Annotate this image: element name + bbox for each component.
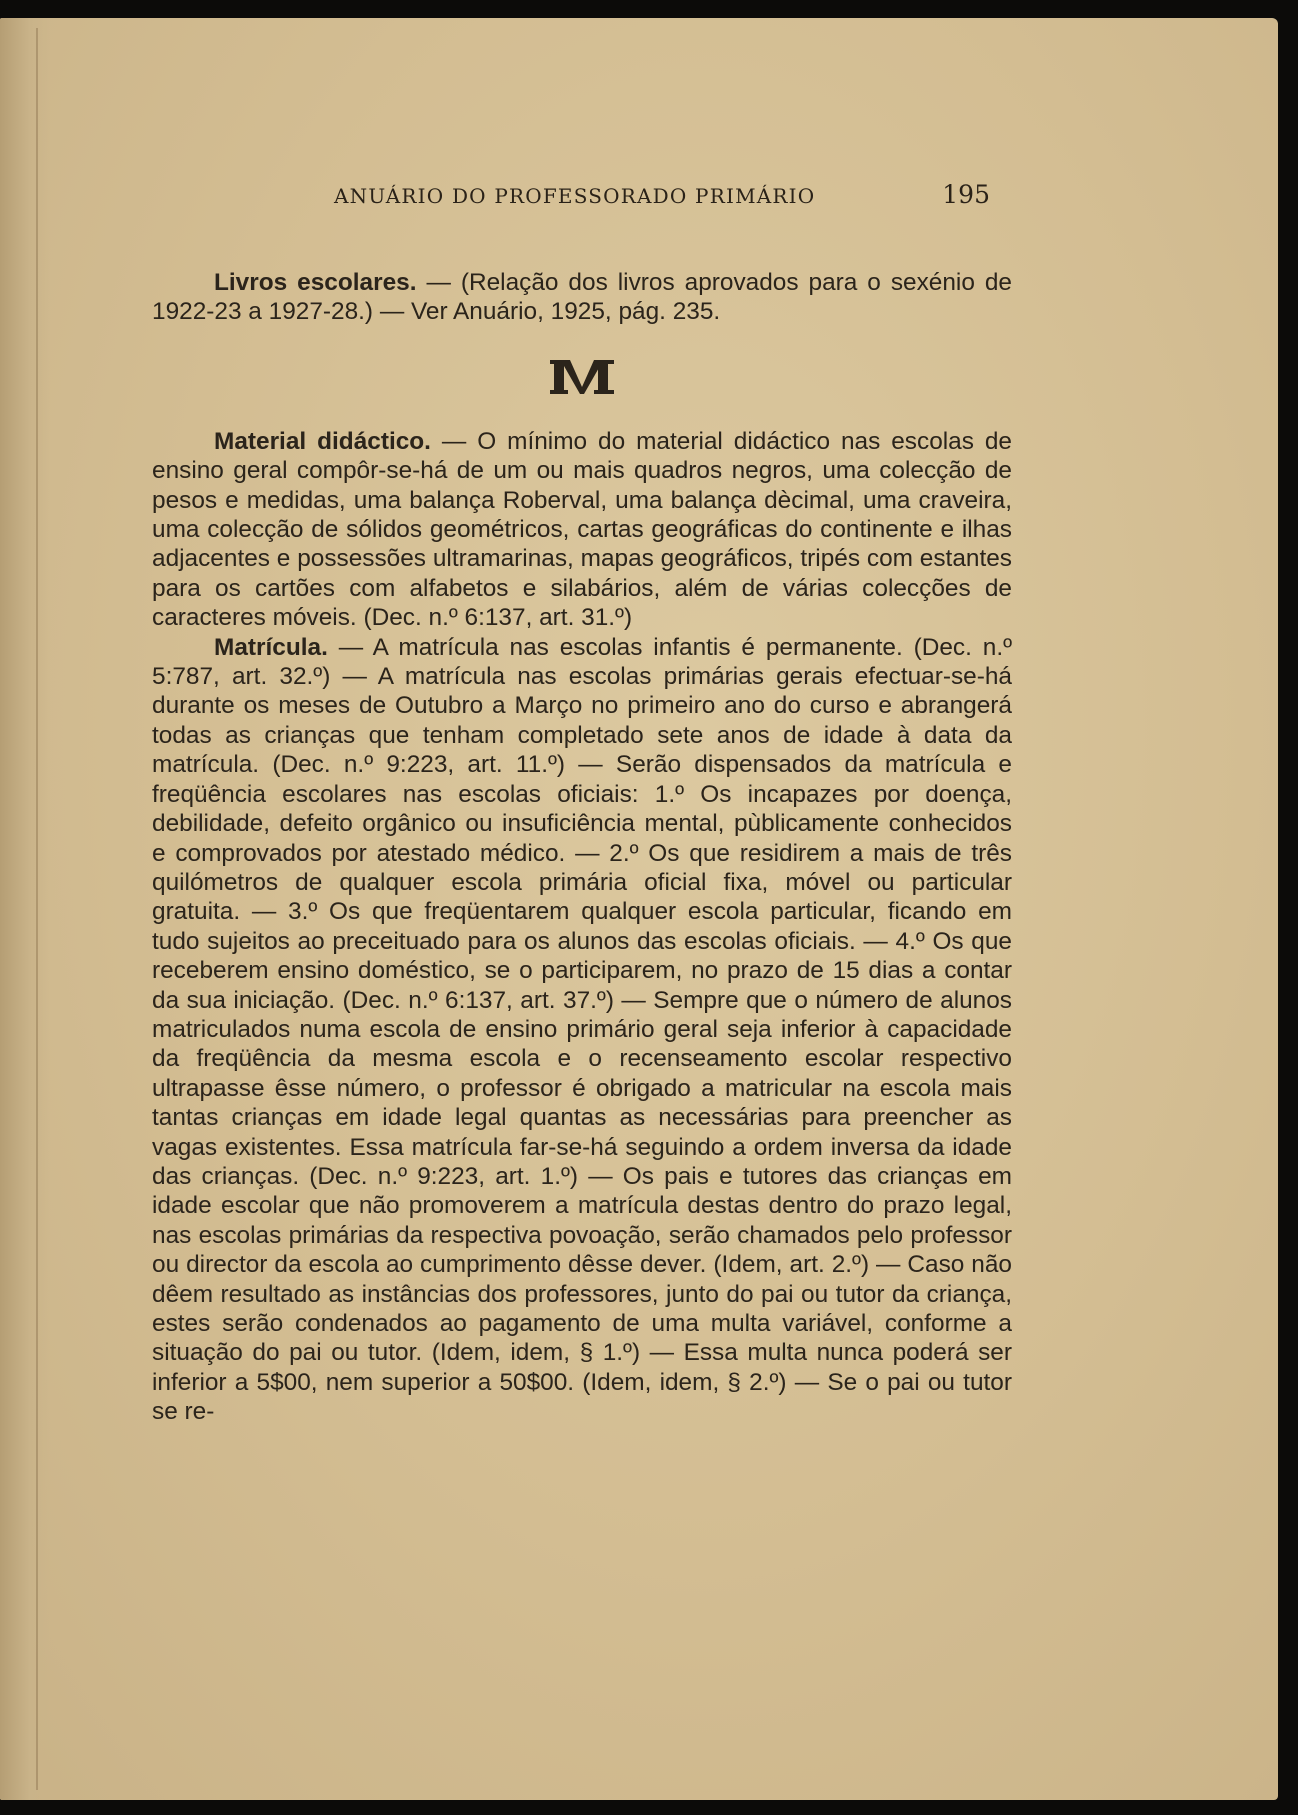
- scanned-page: [0, 18, 1278, 1800]
- page-body: [152, 268, 1012, 1427]
- section-letter-heading: [152, 357, 1012, 401]
- entry-livros-escolares: [152, 268, 1012, 327]
- entry-text: — A matrícula nas escolas infantis é permanente. (Dec. n.º 5:787, art. 32.º) — A matrícula nas escolas primárias gerais efectuar-se-há durante os meses de Outubro a Março no primeiro ano do curso e abrangerá todas as crianças que tenham completado sete anos de idade à data da matrícula. (Dec. n.º 9:223, art. 11.º) — Serão dispensados da matrícula e freqüência escolares nas escolas oficiais: 1.º Os incapazes por doença, debilidade, defeito orgânico ou insuficiência mental, pùblicamente conhecidos e comprovados por atestado médico. — 2.º Os que residirem a mais de três quilómetros de qualquer escola primária oficial fixa, móvel ou particular gratuita. — 3.º Os que freqüentarem qualquer escola particular, ficando em tudo sujeitos ao preceituado para os alunos das escolas oficiais. — 4.º Os que receberem ensino doméstico, se o participarem, no prazo de 15 dias a contar da sua iniciação. (Dec. n.º 6:137, art. 37.º) — Sempre que o número de alunos matriculados numa escola de ensino primário geral seja inferior à capacidade da freqüência da mesma escola e o recenseamento escolar respectivo ultrapasse êsse número, o professor é obrigado a matricular na escola mais tantas crianças em idade legal quantas as necessárias para preencher as vagas existentes. Essa matrícula far-se-há seguindo a ordem inversa da idade das crianças. (Dec. n.º 9:223, art. 1.º) — Os pais e tutores das crianças em idade escolar que não promoverem a matrícula destas dentro do prazo legal, nas escolas primárias da respectiva povoação, serão chamados pelo professor ou director da escola ao cumprimento dêsse dever. (Idem, art. 2.º) — Caso não dêem resultado as instâncias dos professores, junto do pai ou tutor da criança, estes serão condenados ao pagamento de uma multa variável, conforme a situação do pai ou tutor. (Idem, idem, § 1.º) — Essa multa nunca poderá ser inferior a 5$00, nem superior a 50$00. (Idem, idem, § 2.º) — Se o pai ou tutor se re-: [152, 633, 1012, 1426]
- page-edge-shadow: [0, 18, 50, 1800]
- running-title: ANUÁRIO DO PROFESSORADO PRIMÁRIO: [334, 184, 816, 208]
- entry-text: — (Relação dos livros aprovados para o sexénio de 1922-23 a 1927-28.) — Ver Anuário, 1925, pág. 235.: [152, 269, 1013, 326]
- entry-heading: Material didáctico.: [214, 427, 431, 455]
- entry-heading: Livros escolares.: [214, 269, 417, 296]
- section-letter: [614, 357, 615, 358]
- entry-heading: Matrícula.: [214, 633, 328, 661]
- page-header: [152, 180, 990, 209]
- entry-text: — O mínimo do material didáctico nas escolas de ensino geral compôr-se-há de um ou mais quadros negros, uma colecção de pesos e medidas, uma balança Roberval, uma balança dècimal, uma craveira, uma colecção de sólidos geométricos, cartas geográficas do continente e ilhas adjacentes e possessões ultramarinas, mapas geográficos, tripés com estantes para os cartões com alfabetos e silabários, além de várias colecções de caracteres móveis. (Dec. n.º 6:137, art. 31.º): [152, 427, 1012, 632]
- binding-gutter: [36, 28, 38, 1790]
- page-number: 195: [942, 180, 990, 209]
- entry-material-didactico: [152, 427, 1012, 633]
- ornamental-letter-m-icon: [550, 357, 614, 397]
- entry-matricula: [152, 633, 1012, 1427]
